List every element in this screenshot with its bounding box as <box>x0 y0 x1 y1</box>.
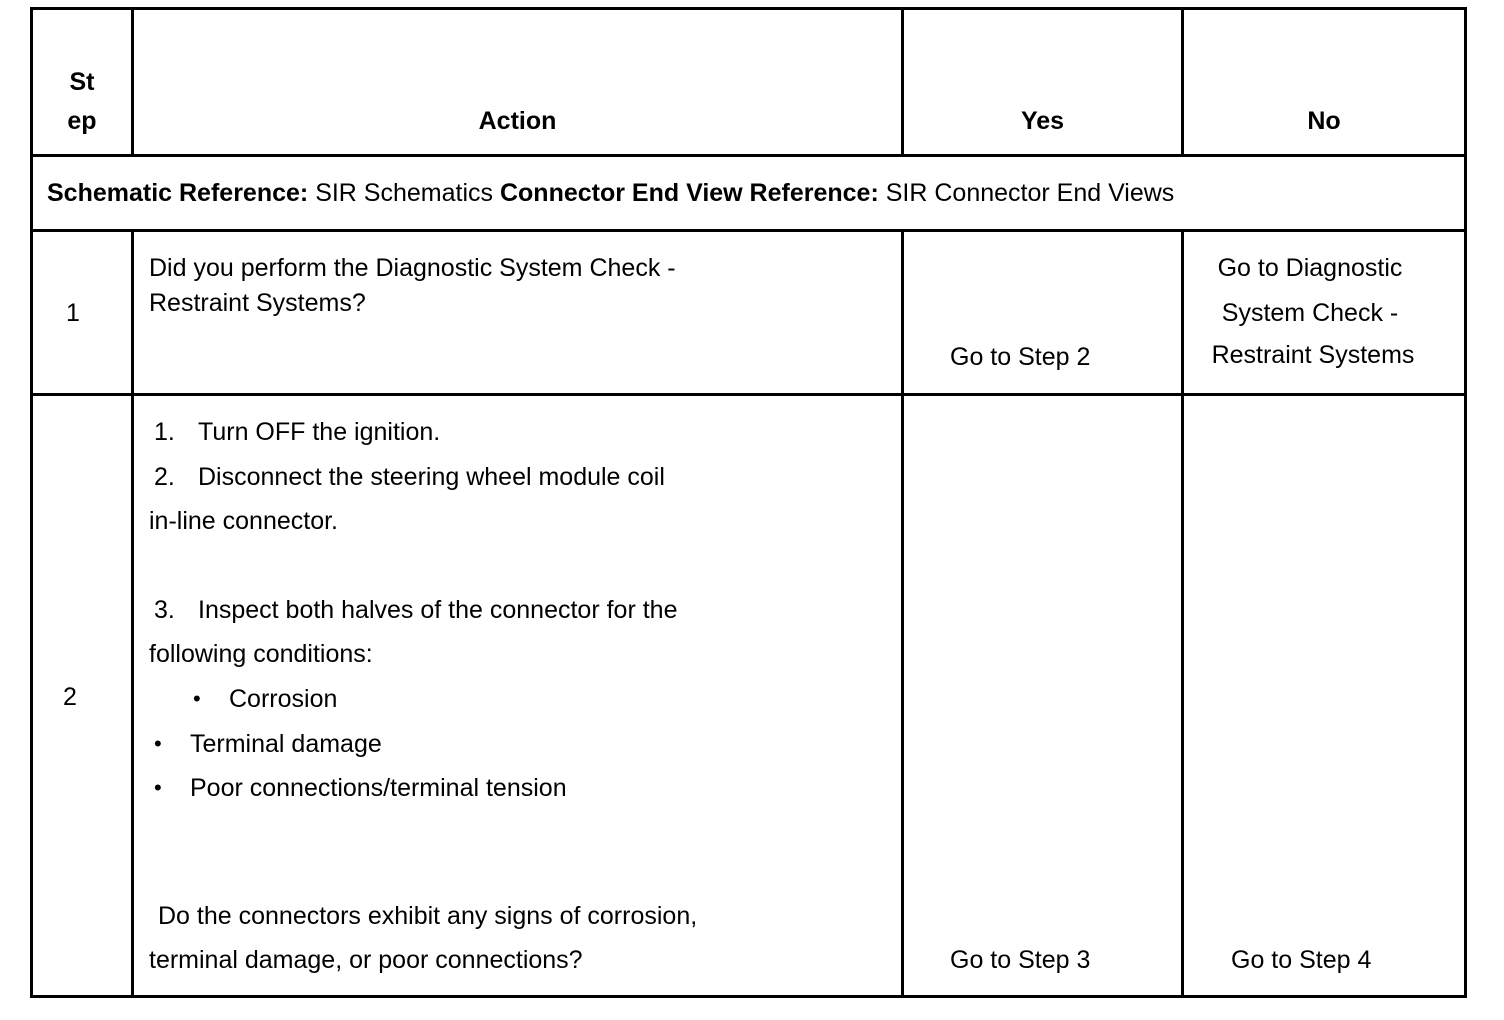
bullet-corrosion: Corrosion <box>229 685 338 713</box>
header-step-line1: St <box>69 68 95 96</box>
table-divider-row1 <box>30 393 1467 396</box>
row2-question-line1: Do the connectors exhibit any signs of corrosion, <box>158 902 698 930</box>
row2-item3-text: Inspect both halves of the connector for the <box>198 596 678 624</box>
header-no: No <box>1307 107 1341 135</box>
row2-yes: Go to Step 3 <box>950 946 1091 974</box>
bullet-marker: • <box>193 686 201 711</box>
header-action: Action <box>478 107 557 135</box>
table-divider-reference <box>30 229 1467 232</box>
col-divider-action-body <box>901 229 904 998</box>
row2-item2-text: Disconnect the steering wheel module coil <box>198 463 665 491</box>
row2-item1-number: 1. <box>154 418 175 446</box>
bullet-terminal-damage: Terminal damage <box>190 730 382 758</box>
row2-item3-continuation: following conditions: <box>149 640 373 668</box>
header-yes: Yes <box>1020 107 1065 135</box>
bullet-poor-connections: Poor connections/terminal tension <box>190 774 567 802</box>
table-border-right <box>1464 7 1467 998</box>
row2-item1-text: Turn OFF the ignition. <box>198 418 441 446</box>
table-divider-header <box>30 154 1467 157</box>
row2-no: Go to Step 4 <box>1231 946 1372 974</box>
row1-step: 1 <box>66 299 80 327</box>
table-border-bottom <box>30 995 1467 998</box>
bullet-marker: • <box>154 775 162 800</box>
row2-item3-number: 3. <box>154 596 175 624</box>
table-border-left <box>30 7 33 998</box>
row1-no-line1: Go to Diagnostic <box>1217 254 1403 282</box>
reference-line <box>47 178 1174 208</box>
row1-no-line3: Restraint Systems <box>1211 341 1415 369</box>
row2-question-line2: terminal damage, or poor connections? <box>149 946 583 974</box>
connector-reference-label: Connector End View Reference: <box>499 179 879 207</box>
header-step-line2: ep <box>67 107 97 135</box>
row1-no-line2: System Check - <box>1221 299 1399 327</box>
row1-yes: Go to Step 2 <box>950 343 1091 371</box>
table-border-top <box>30 7 1467 10</box>
connector-reference-value: SIR Connector End Views <box>885 179 1175 207</box>
col-divider-step-body <box>131 229 134 998</box>
row1-action-line2: Restraint Systems? <box>149 289 366 317</box>
row2-item2-continuation: in-line connector. <box>149 507 339 535</box>
schematic-reference-value: SIR Schematics <box>315 179 494 207</box>
schematic-reference-label: Schematic Reference: <box>47 179 309 207</box>
row1-action-line1: Did you perform the Diagnostic System Check - <box>149 254 676 282</box>
row2-item2-number: 2. <box>154 463 175 491</box>
bullet-marker: • <box>154 731 162 756</box>
row2-step: 2 <box>63 683 77 711</box>
